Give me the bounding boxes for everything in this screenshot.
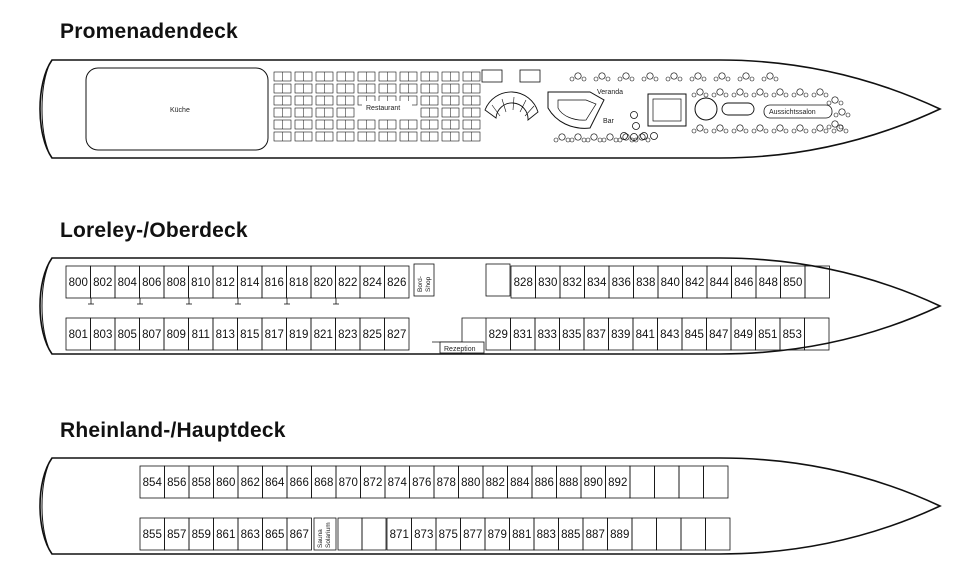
sauna-label-1: Sauna [317,529,324,548]
veranda-label: Veranda [597,89,624,96]
cabin-number-810: 810 [191,277,211,289]
rheinland-lower-left-cabins [140,518,312,550]
cabin-number-822: 822 [338,277,358,289]
empty-room [632,518,657,550]
lounge-chair-group [586,134,602,142]
cabin-number-888: 888 [559,477,579,489]
cabin-number-833: 833 [537,329,557,341]
staircase [485,92,538,120]
bord-shop-label-2: Shop [425,276,432,292]
promenadendeck-plan [40,60,940,158]
loreley-upper-right-cabins [511,266,830,298]
cabin-number-829: 829 [488,329,508,341]
lounge-chair-group [834,109,850,117]
cabin-number-849: 849 [733,329,753,341]
cabin-number-887: 887 [585,529,605,541]
cabin-number-863: 863 [240,529,260,541]
rheinland-hauptdeck-title: Rheinland-/Hauptdeck [60,419,286,442]
cabin-number-818: 818 [289,277,309,289]
lounge-chair-group [594,73,610,81]
cabin-number-813: 813 [215,329,235,341]
promenadendeck-title: Promenadendeck [60,20,238,43]
cabin-number-874: 874 [387,477,407,489]
empty-room [630,466,655,498]
cabin-number-853: 853 [782,329,802,341]
cabin-number-881: 881 [512,529,532,541]
cabin-number-847: 847 [709,329,729,341]
empty-room [681,518,706,550]
lounge-chair-group [554,134,570,142]
cabin-number-866: 866 [289,477,309,489]
sauna-label-2: Solarium [325,522,332,548]
lounge-chair-group [827,121,843,129]
cabin-number-856: 856 [167,477,187,489]
cabin-number-845: 845 [684,329,704,341]
empty-room [679,466,704,498]
cabin-number-808: 808 [166,277,186,289]
cabin-number-858: 858 [191,477,211,489]
cabin-number-889: 889 [610,529,630,541]
lounge-bench [722,103,754,115]
cabin-number-892: 892 [608,477,628,489]
bar-counter [548,92,604,128]
lounge-chair-group [752,125,768,133]
cabin-number-828: 828 [513,277,533,289]
cabin-number-812: 812 [215,277,235,289]
cabin-number-817: 817 [264,329,284,341]
cabin-number-807: 807 [142,329,162,341]
cabin-number-883: 883 [536,529,556,541]
cabin-number-835: 835 [562,329,582,341]
lounge-chair-group [772,125,788,133]
cabin-number-814: 814 [240,277,260,289]
lounge-chair-group [712,89,728,97]
rheinland-lower-empty-1 [338,518,362,550]
lounge-chair-group [792,125,808,133]
loreley-oberdeck-plan [40,258,940,354]
cabin-number-823: 823 [338,329,358,341]
cabin-number-804: 804 [117,277,137,289]
empty-room [704,466,729,498]
cabin-number-805: 805 [117,329,137,341]
rheinland-hauptdeck-plan [40,458,940,554]
cabin-number-877: 877 [463,529,483,541]
empty-room [655,466,680,498]
cabin-number-865: 865 [265,529,285,541]
bord-shop-label-1: Bord- [417,276,424,292]
cabin-number-878: 878 [436,477,456,489]
cabin-number-815: 815 [240,329,260,341]
cabin-number-801: 801 [68,329,88,341]
cabin-number-830: 830 [538,277,558,289]
lounge-chair-group [570,73,586,81]
cabin-number-824: 824 [362,277,382,289]
rheinland-upper-cabins [140,466,728,498]
promenade-service-room-2 [520,70,540,82]
cabin-number-826: 826 [387,277,407,289]
loreley-upper-corridor [486,264,510,296]
restaurant-label: Restaurant [366,105,401,112]
cabin-number-827: 827 [387,329,407,341]
rheinland-lower-right-cabins [387,518,730,550]
cabin-number-854: 854 [142,477,162,489]
cabin-number-861: 861 [216,529,236,541]
cabin-number-837: 837 [586,329,606,341]
kitchen-label: Küche [170,107,190,114]
cabin-number-885: 885 [561,529,581,541]
cabin-number-821: 821 [313,329,333,341]
lounge-chair-group [570,134,586,142]
lounge-chair-group [827,97,843,105]
cabin-number-873: 873 [414,529,434,541]
loreley-lower-left-cabins [66,318,409,350]
cabin-number-834: 834 [587,277,607,289]
rheinland-lower-empty-2 [362,518,386,550]
empty-room [805,266,830,298]
cabin-number-820: 820 [313,277,333,289]
lounge-chair-group [732,89,748,97]
lounge-chair-group [690,73,706,81]
lounge-chair-group [666,73,682,81]
cabin-number-876: 876 [412,477,432,489]
lounge-chair-group [762,73,778,81]
cabin-number-841: 841 [635,329,655,341]
cabin-number-857: 857 [167,529,187,541]
lounge-chair-group [714,73,730,81]
lounge-chair-group [738,73,754,81]
cabin-number-867: 867 [289,529,309,541]
bar-label: Bar [603,118,614,125]
cabin-number-831: 831 [513,329,533,341]
cabin-number-871: 871 [389,529,409,541]
promenade-service-room-1 [482,70,502,82]
cabin-number-880: 880 [461,477,481,489]
cabin-number-809: 809 [166,329,186,341]
cabin-number-842: 842 [685,277,705,289]
lounge-chair-group [772,89,788,97]
lounge-chair-group [712,125,728,133]
cabin-number-868: 868 [314,477,334,489]
cabin-number-872: 872 [363,477,383,489]
cabin-number-855: 855 [142,529,162,541]
lounge-chair-group [752,89,768,97]
empty-room [657,518,682,550]
cabin-number-859: 859 [191,529,211,541]
cabin-number-879: 879 [487,529,507,541]
cabin-number-851: 851 [758,329,778,341]
lounge-chair-group [792,89,808,97]
loreley-lower-right-cabins [486,318,829,350]
cabin-number-803: 803 [93,329,113,341]
cabin-number-848: 848 [758,277,778,289]
loreley-upper-left-cabins [66,266,409,304]
cabin-number-802: 802 [93,277,113,289]
round-table [695,98,717,120]
lounge-chair-group [692,89,708,97]
lounge-chair-group [642,73,658,81]
cabin-number-832: 832 [562,277,582,289]
reception-stairs [432,318,486,342]
cabin-number-838: 838 [636,277,656,289]
cabin-number-816: 816 [264,277,284,289]
cabin-number-870: 870 [338,477,358,489]
cabin-number-811: 811 [191,329,210,341]
empty-room [706,518,731,550]
cabin-number-819: 819 [289,329,309,341]
cabin-number-800: 800 [68,277,88,289]
cabin-number-839: 839 [611,329,631,341]
lounge-chair-group [618,73,634,81]
loreley-oberdeck-title: Loreley-/Oberdeck [60,219,248,242]
cabin-number-850: 850 [783,277,803,289]
reception-label: Rezeption [444,346,476,353]
cabin-number-806: 806 [142,277,162,289]
cabin-number-862: 862 [240,477,260,489]
cabin-number-860: 860 [216,477,236,489]
cabin-number-844: 844 [709,277,729,289]
cabin-number-882: 882 [485,477,505,489]
cabin-number-890: 890 [583,477,603,489]
cabin-number-886: 886 [534,477,554,489]
lounge-chair-group [692,125,708,133]
cabin-number-840: 840 [660,277,680,289]
lounge-chair-group [602,134,618,142]
lounge-chair-group [812,125,828,133]
lounge-chair-group [812,89,828,97]
cabin-number-825: 825 [362,329,382,341]
lounge-label: Aussichtssalon [769,109,816,116]
cabin-number-836: 836 [611,277,631,289]
cabin-number-875: 875 [438,529,458,541]
cabin-number-843: 843 [660,329,680,341]
cabin-number-846: 846 [734,277,754,289]
cabin-number-864: 864 [265,477,285,489]
cabin-number-884: 884 [510,477,530,489]
lounge-chair-group [732,125,748,133]
